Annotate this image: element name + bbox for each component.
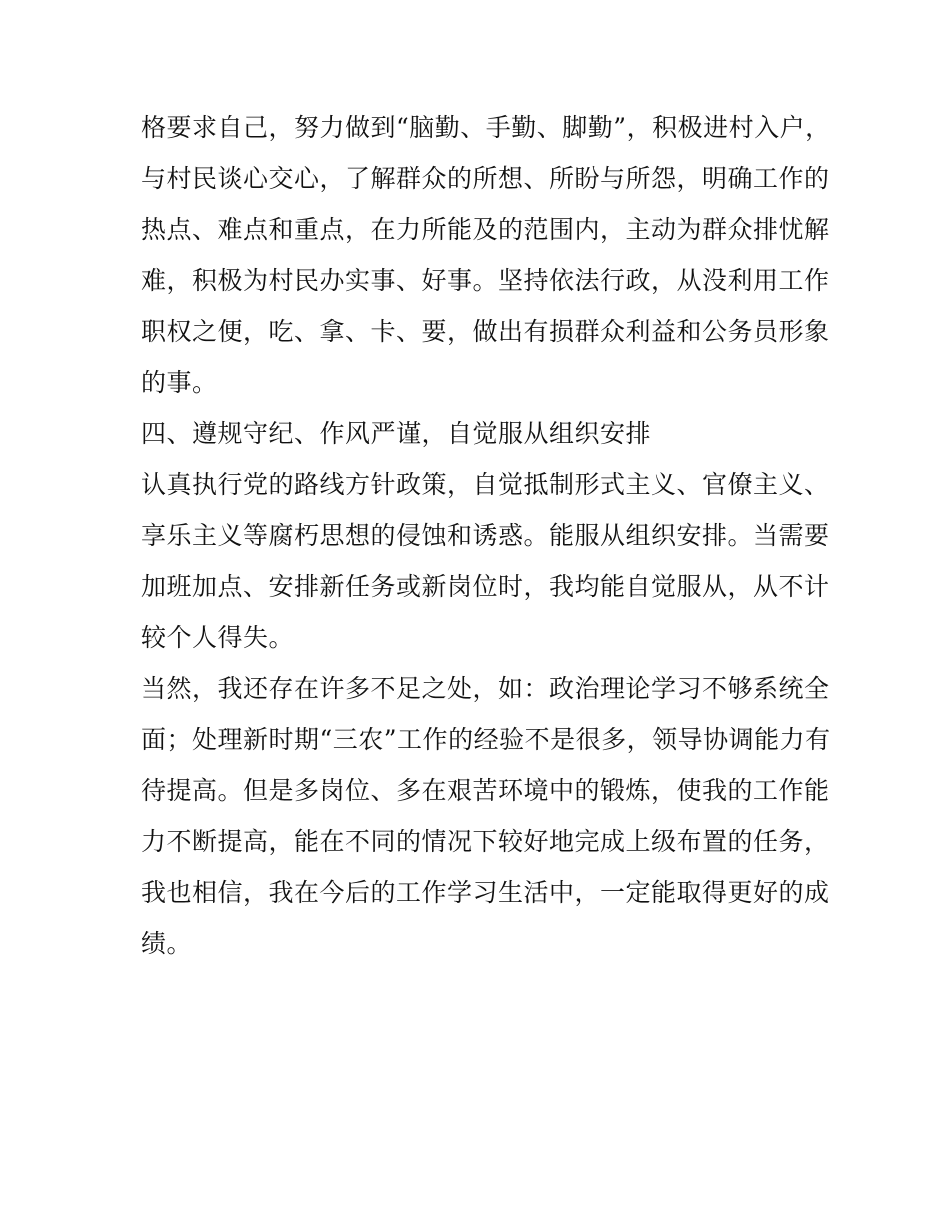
text-line: 我也相信，我在今后的工作学习生活中，一定能取得更好的成	[141, 878, 830, 907]
text-line: 热点、难点和重点，在力所能及的范围内，主动为群众排忧解	[141, 215, 830, 244]
text-line: 的事。	[141, 368, 218, 397]
text-line: 格要求自己，努力做到“脑勤、手勤、脚勤”，积极进村入户，	[141, 113, 831, 142]
paragraph-discipline	[141, 459, 831, 663]
text-line: 认真执行党的路线方针政策，自觉抵制形式主义、官僚主义、	[141, 470, 830, 499]
text-line: 面；处理新时期“三农”工作的经验不是很多，领导协调能力有	[141, 725, 831, 754]
text-line: 职权之便，吃、拿、卡、要，做出有损群众利益和公务员形象	[141, 317, 830, 346]
text-line: 待提高。但是多岗位、多在艰苦环境中的锻炼，使我的工作能	[141, 776, 830, 805]
text-line: 享乐主义等腐朽思想的侵蚀和诱惑。能服从组织安排。当需要	[141, 521, 830, 550]
text-line: 当然，我还存在许多不足之处，如：政治理论学习不够系统全	[141, 674, 830, 703]
document-body	[141, 102, 831, 969]
text-line: 较个人得失。	[141, 623, 295, 652]
text-line: 力不断提高，能在不同的情况下较好地完成上级布置的任务，	[141, 827, 830, 856]
paragraph-shortcomings	[141, 663, 831, 969]
text-line: 加班加点、安排新任务或新岗位时，我均能自觉服从，从不计	[141, 572, 830, 601]
section-heading: 四、遵规守纪、作风严谨，自觉服从组织安排	[141, 419, 652, 448]
text-line: 与村民谈心交心，了解群众的所想、所盼与所怨，明确工作的	[141, 164, 830, 193]
paragraph-continuation	[141, 102, 831, 408]
text-line: 绩。	[141, 929, 193, 958]
text-line: 难，积极为村民办实事、好事。坚持依法行政，从没利用工作	[141, 266, 830, 295]
